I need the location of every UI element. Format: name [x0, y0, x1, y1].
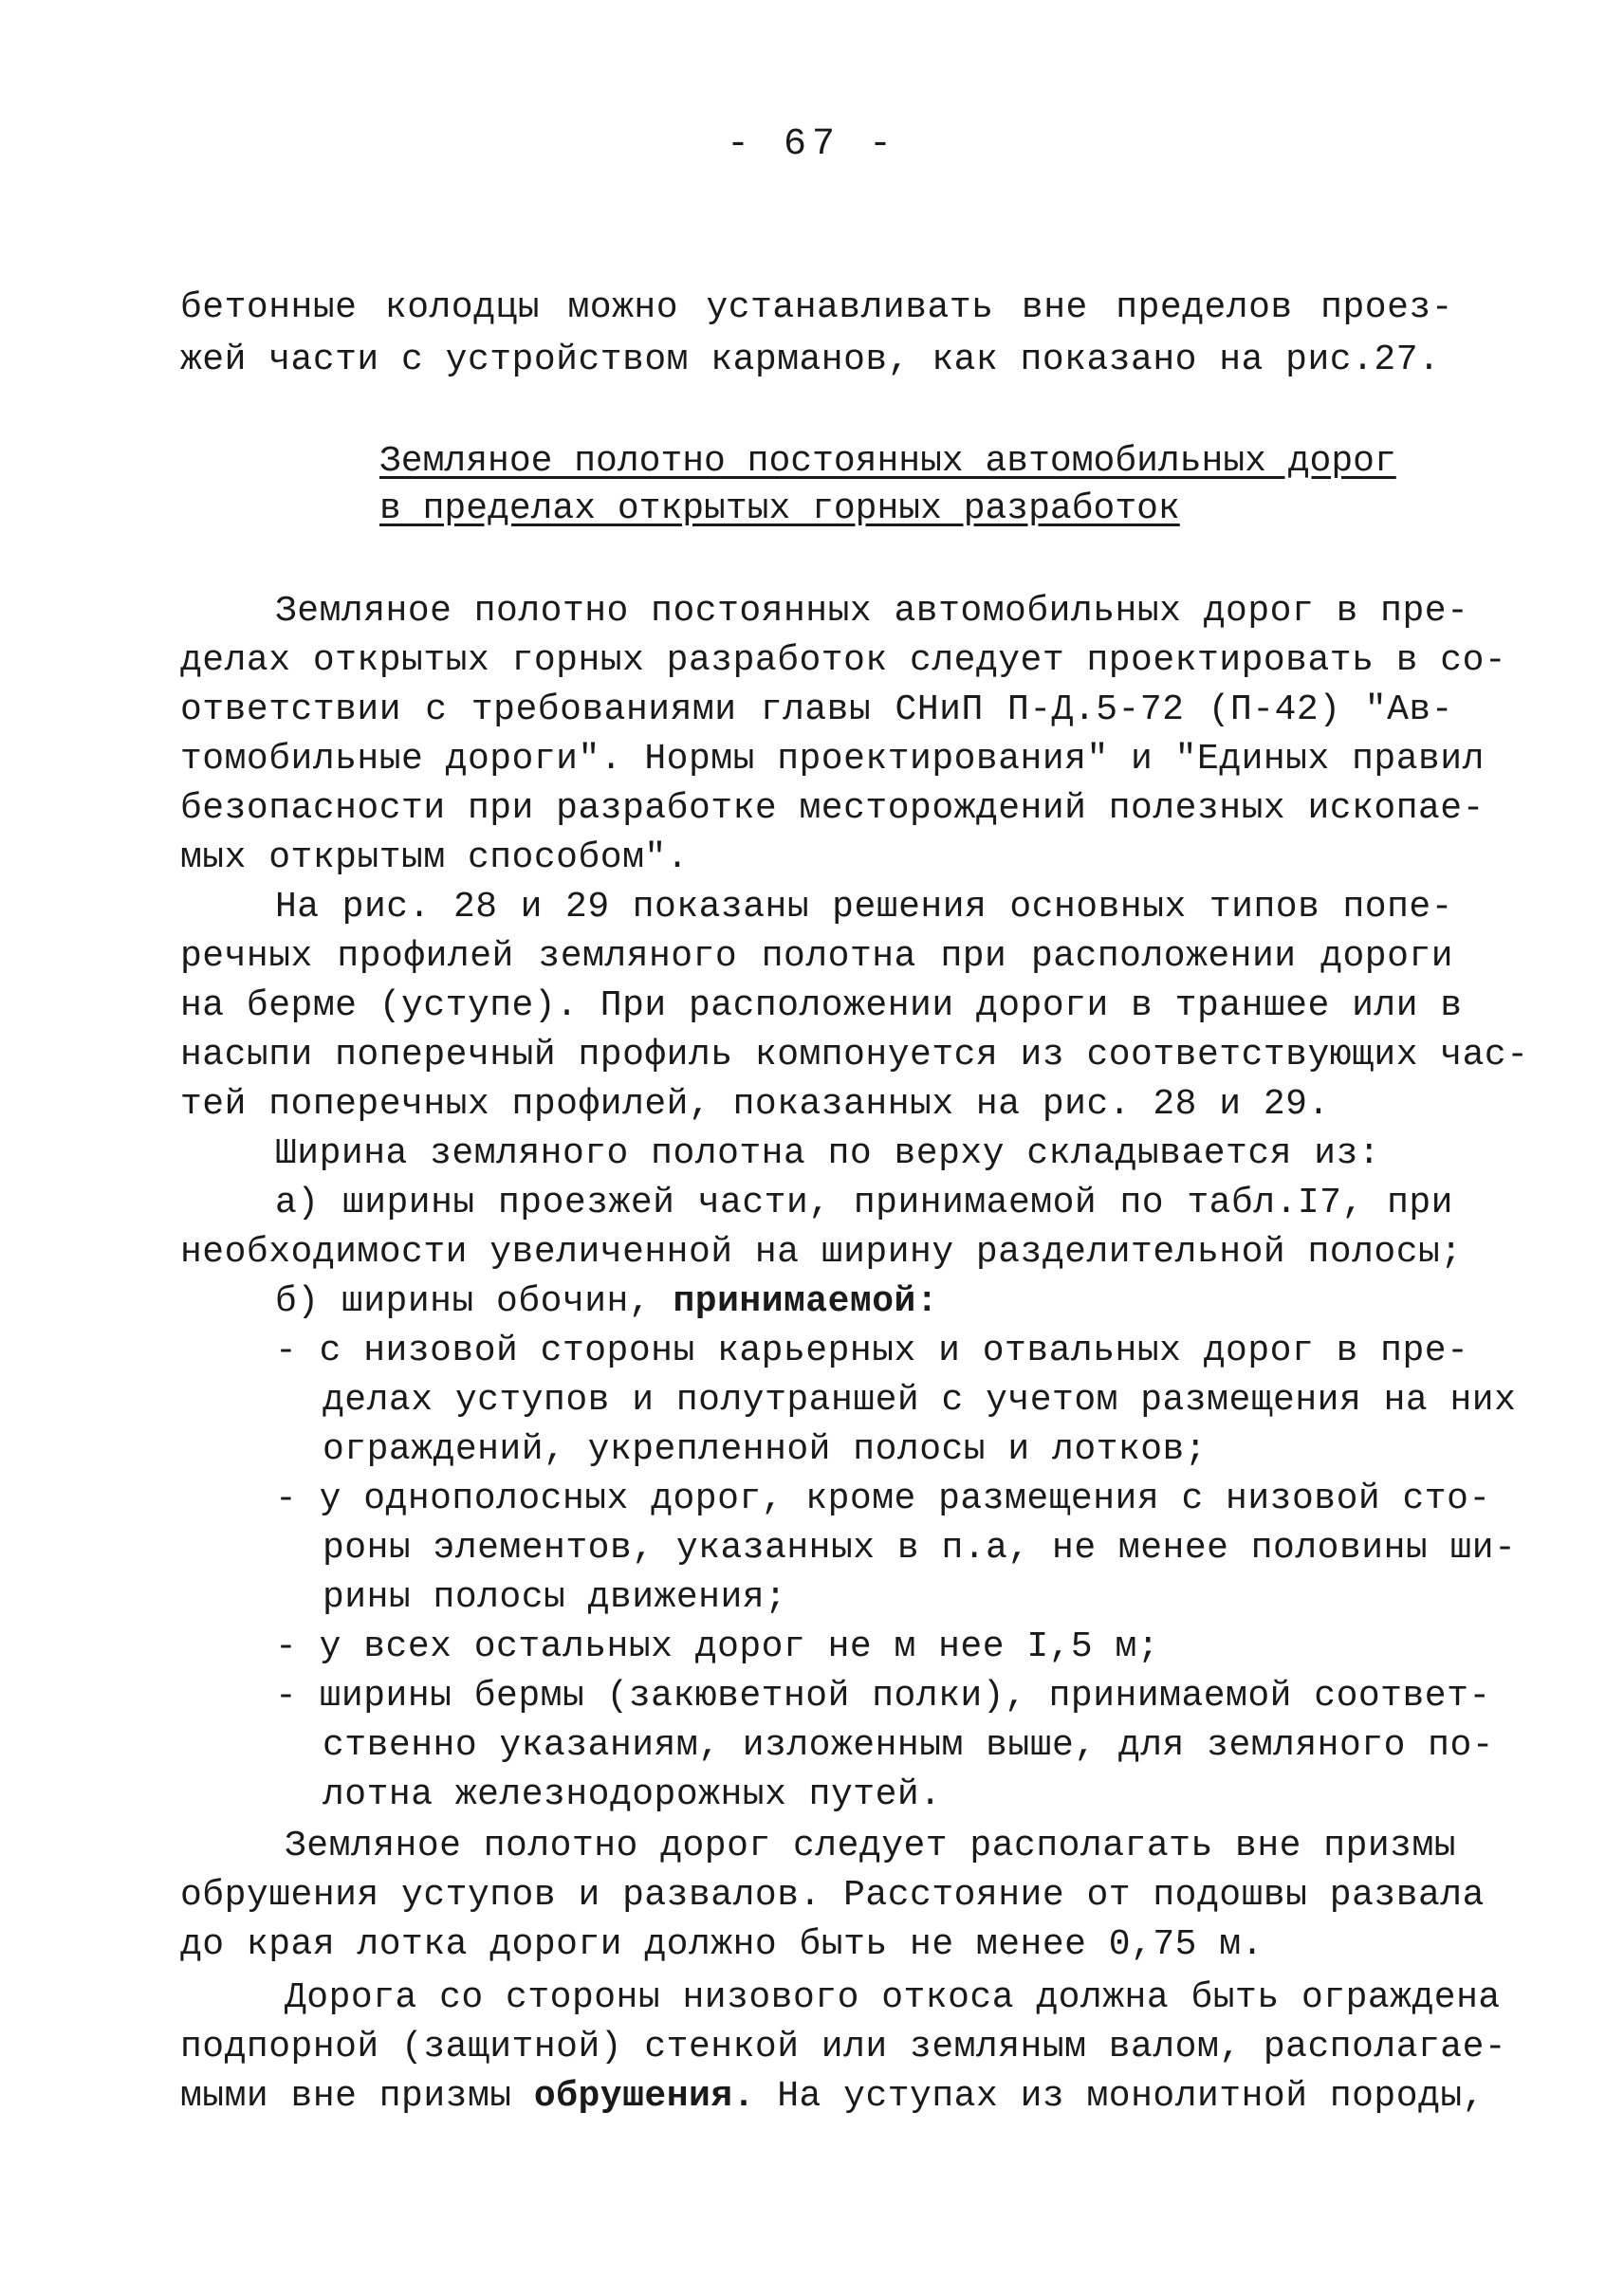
paragraph-line: тей поперечных профилей, показанных на рис. 28 и 29. — [180, 1084, 1330, 1125]
para4-last-b: На уступах из монолитной породы, — [777, 2076, 1485, 2117]
paragraph-line: На рис. 28 и 29 показаны решения основных типов попе- — [275, 887, 1453, 928]
paragraph-line: до края лотка дороги должно быть не менее 0,75 м. — [180, 1924, 1264, 1965]
paragraph-line: Земляное полотно дорог следует располагать вне призмы — [285, 1826, 1457, 1866]
section-heading: Земляное полотно постоянных автомобильных дорог — [379, 441, 1396, 482]
para4-last-bold: обрушения. — [533, 2076, 755, 2117]
dash-item-line: ственно указаниям, изложенным выше, для земляного по- — [323, 1725, 1495, 1766]
intro-line: бетонные колодцы можно устанавливать вне пределов проез- — [180, 287, 1453, 328]
page-number: - 67 - — [726, 123, 898, 166]
dash-item-line: ограждений, укрепленной полосы и лотков; — [323, 1429, 1208, 1470]
paragraph-line: делах открытых горных разработок следует проектировать в со- — [180, 640, 1507, 681]
paragraph-line: на берме (уступе). При расположении дороги в траншее или в — [180, 985, 1463, 1026]
dash-item-line: - с низовой стороны карьерных и отвальных дорог в пре- — [275, 1331, 1469, 1371]
dash-item-line: лотна железнодорожных путей. — [323, 1774, 942, 1815]
paragraph-line — [180, 2073, 1485, 2121]
dash-item-line: рины полосы движения; — [323, 1577, 787, 1618]
dash-item-line: делах уступов и полутраншей с учетом размещения на них — [323, 1380, 1517, 1421]
paragraph-line: обрушения уступов и развалов. Расстояние от подошвы развала — [180, 1875, 1485, 1916]
dash-item-line: роны элементов, указанных в п.а, не менее половины ши- — [323, 1528, 1517, 1569]
paragraph-line: мых открытым способом". — [180, 837, 689, 878]
width-intro: Ширина земляного полотна по верху складывается из: — [275, 1133, 1381, 1174]
paragraph-line: подпорной (защитной) стенкой или земляным валом, располагае- — [180, 2027, 1507, 2067]
section-heading: в пределах открытых горных разработок — [379, 488, 1180, 529]
intro-line: жей части с устройством карманов, как показано на рис.27. — [180, 340, 1441, 380]
paragraph-line: речных профилей земляного полотна при расположении дороги — [180, 936, 1453, 977]
dash-item-line: - ширины бермы (закюветной полки), принимаемой соответ- — [275, 1676, 1491, 1717]
dash-item-line: - у однополосных дорог, кроме размещения с низовой сто- — [275, 1479, 1491, 1519]
paragraph-line: насыпи поперечный профиль компонуется из соответствующих час- — [180, 1035, 1529, 1075]
para4-last-a: мыми вне призмы — [180, 2076, 512, 2117]
paragraph-line: безопасности при разработке месторождений полезных ископае- — [180, 788, 1485, 829]
paragraph-line: Дорога со стороны низового откоса должна быть ограждена — [285, 1977, 1501, 2018]
item-a-line: а) ширины проезжей части, принимаемой по табл.I7, при — [275, 1183, 1453, 1223]
paragraph-line: Земляное полотно постоянных автомобильных дорог в пре- — [275, 591, 1469, 632]
item-a-line: необходимости увеличенной на ширину разделительной полосы; — [180, 1232, 1463, 1273]
item-b-line — [275, 1278, 1453, 1326]
paragraph-line: ответствии с требованиями главы СНиП П-Д.5-72 (П-42) "Ав- — [180, 689, 1453, 730]
paragraph-line: томобильные дороги". Нормы проектирования" и "Единых правил — [180, 739, 1485, 780]
dash-item-line: - у всех остальных дорог не м нее I,5 м; — [275, 1626, 1160, 1667]
item-b-prefix: б) ширины обочин, — [275, 1281, 652, 1322]
item-b-bold: принимаемой: — [673, 1281, 939, 1322]
